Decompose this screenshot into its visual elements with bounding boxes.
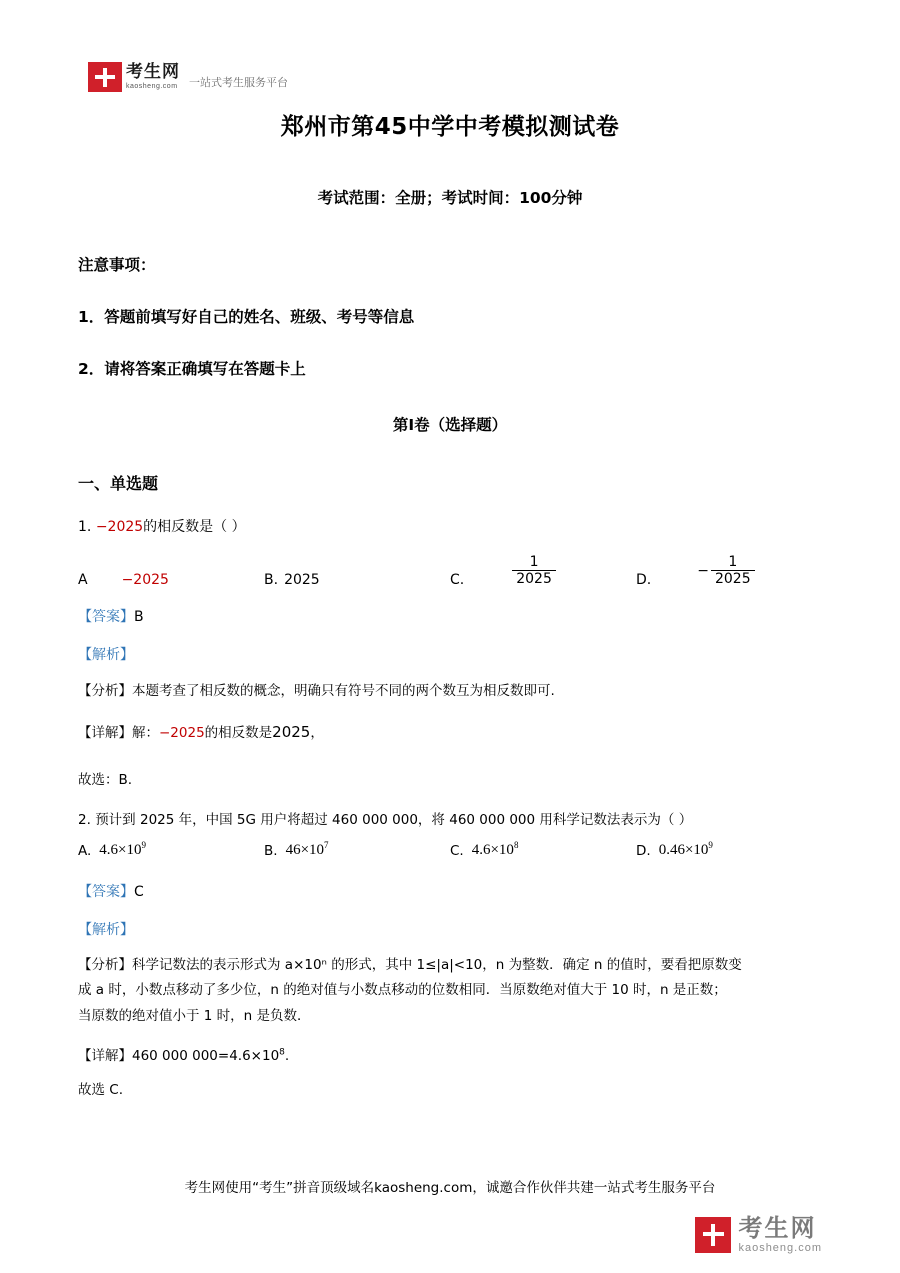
question-2-conclusion: 故选 C.	[78, 1081, 124, 1098]
question-1-stem-red: −2025	[95, 519, 144, 535]
watermark-logo-icon	[695, 1217, 731, 1253]
question-1-xiangjie	[78, 719, 822, 746]
option-c-numerator: 1	[512, 554, 556, 571]
question-1-stem	[78, 516, 822, 538]
option-a[interactable]	[78, 840, 264, 859]
question-1-answer: B	[134, 608, 144, 625]
logo-brand-cn: 考生网	[126, 62, 180, 82]
notice-item-1: 1．答题前填写好自己的姓名、班级、考号等信息	[78, 308, 415, 326]
fenxi-line-3: 当原数的绝对值小于 1 时，n 是负数．	[78, 1008, 311, 1025]
logo-slogan: 一站式考生服务平台	[189, 76, 288, 89]
question-2-analysis-tag	[78, 919, 822, 939]
watermark-brand-cn: 考生网	[738, 1214, 817, 1242]
question-1-options	[78, 554, 822, 587]
xiangjie-prefix: 解：	[132, 725, 159, 742]
fenxi-tag: 【分析】	[78, 956, 132, 973]
option-a[interactable]	[78, 572, 264, 588]
option-c-label: C.	[450, 571, 465, 588]
xiangjie-red: −2025	[159, 725, 205, 742]
question-1-conclusion: 故选：B.	[78, 771, 133, 788]
question-1-answer-line	[78, 606, 822, 626]
option-c-denominator: 2025	[516, 571, 552, 588]
option-a-label: A.	[78, 842, 92, 859]
answer-tag: 【答案】	[78, 608, 134, 625]
question-2-xiangjie	[78, 1044, 822, 1064]
question-2-number: 2.	[78, 811, 91, 828]
option-d[interactable]	[636, 840, 822, 859]
question-2-stem-text: 预计到 2025 年，中国 5G 用户将超过 460 000 000，将 460 000 000 用科学记数法表示为（ ）	[95, 811, 693, 828]
analysis-tag: 【解析】	[78, 646, 134, 663]
fenxi-text: 本题考查了相反数的概念，明确只有符号不同的两个数互为相反数即可.	[132, 682, 555, 699]
option-b-text: $46\times 10^7$	[285, 839, 329, 858]
notice-item-2: 2．请将答案正确填写在答题卡上	[78, 360, 306, 378]
site-logo	[88, 62, 288, 92]
notice-title: 注意事项：	[78, 256, 156, 274]
fenxi-line-1: 【分析】科学记数法的表示形式为 a×10ⁿ 的形式，其中 1≤|a|<10，n 为整数．确定 n 的值时，要看把原数变	[78, 956, 742, 973]
option-a-text: $4.6\times 10^9$	[99, 839, 147, 858]
option-c-label: C.	[450, 842, 464, 859]
question-2-answer: C	[134, 883, 144, 900]
question-1-fenxi	[78, 680, 822, 704]
option-c-fraction	[512, 554, 556, 587]
option-d-fraction	[697, 554, 754, 587]
option-b[interactable]	[264, 572, 450, 588]
footer-watermark	[695, 1216, 822, 1254]
footer-note: 考生网使用“考生”拼音顶级域名kaosheng.com，诚邀合作伙伴共建一站式考生服务平台	[184, 1180, 716, 1196]
xiangjie-tag: 【详解】	[78, 1047, 132, 1064]
page-title: 郑州市第45中学中考模拟测试卷	[280, 114, 620, 140]
logo-brand-en: kaosheng.com	[126, 83, 178, 90]
option-d-numerator: 1	[711, 554, 755, 571]
question-1-number: 1.	[78, 519, 92, 535]
option-c[interactable]	[450, 840, 636, 859]
xiangjie-suffix: ，	[310, 725, 324, 742]
option-d[interactable]	[636, 554, 816, 587]
question-2-stem	[78, 808, 822, 828]
option-d-sign: −	[697, 562, 709, 579]
logo-text	[126, 64, 180, 90]
option-d-label: D.	[636, 842, 651, 859]
option-b[interactable]	[264, 840, 450, 859]
xiangjie-number: 2025	[272, 723, 311, 742]
option-d-label: D.	[636, 571, 652, 588]
watermark-brand-en: kaosheng.com	[738, 1242, 822, 1254]
question-2-fenxi	[78, 953, 822, 1030]
logo-icon	[88, 62, 122, 92]
option-b-text: 2025	[284, 571, 320, 588]
question-2-options	[78, 840, 822, 859]
exam-subtitle: 考试范围：全册；考试时间：100分钟	[317, 189, 583, 207]
section-title: 一、单选题	[78, 474, 159, 493]
question-2-answer-line	[78, 881, 822, 901]
option-d-text: $0.46\times 10^9$	[658, 839, 713, 858]
option-b-label: B.	[264, 571, 279, 588]
option-a-label: A	[78, 571, 88, 588]
question-1-stem-suffix: 的相反数是（ ）	[143, 519, 246, 535]
xiangjie-tag: 【详解】	[78, 725, 132, 742]
xiangjie-mid: 的相反数是	[204, 725, 273, 742]
option-d-denominator: 2025	[714, 571, 751, 588]
analysis-tag: 【解析】	[78, 921, 134, 938]
fenxi-tag: 【分析】	[78, 682, 132, 699]
fenxi-line-2: 成 a 时，小数点移动了多少位，n 的绝对值与小数点移动的位数相同．当原数绝对值大于 10 时，n 是正数；	[78, 982, 727, 999]
question-1-analysis-tag	[78, 644, 822, 664]
option-b-label: B.	[264, 842, 278, 859]
option-a-text: −2025	[121, 571, 169, 588]
answer-tag: 【答案】	[78, 883, 134, 900]
xiangjie-end: .	[284, 1047, 290, 1064]
xiangjie-text: 460 000 000=4.6×10	[132, 1047, 280, 1064]
option-c[interactable]	[450, 554, 636, 587]
part-label: 第I卷（选择题）	[392, 416, 508, 434]
option-c-text: $4.6\times 10^8$	[471, 839, 519, 858]
xiangjie-exponent: 8	[279, 1047, 285, 1058]
